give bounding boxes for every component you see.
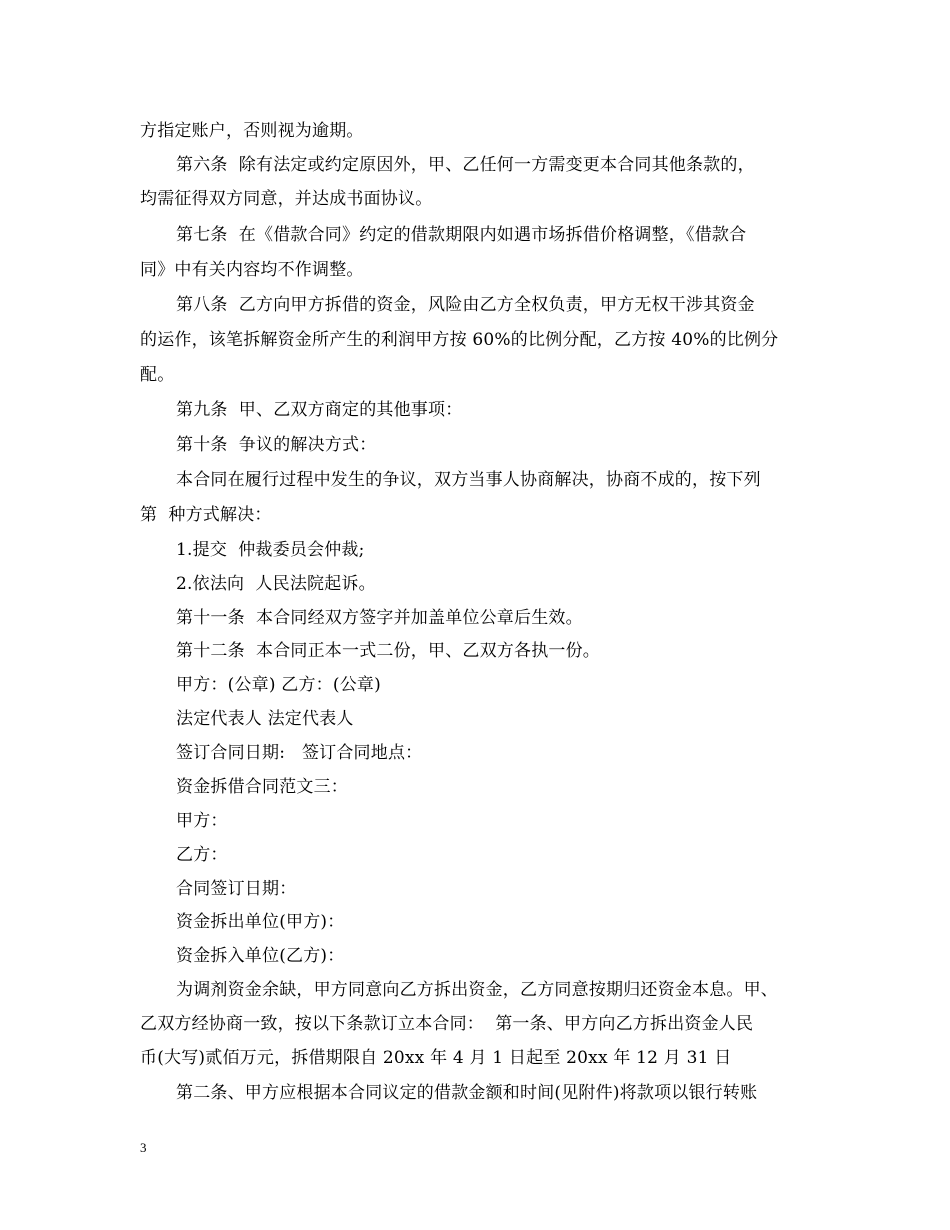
text-line: 第十二条 本合同正本一式二份，甲、乙双方各执一份。: [176, 641, 601, 661]
text-line: 乙方：: [176, 845, 228, 865]
text-line: 资金拆出单位(甲方)：: [176, 912, 345, 932]
text-line: 方指定账户，否则视为逾期。: [140, 121, 364, 141]
text-line: 甲方：: [176, 811, 228, 831]
text-line: 第八条 乙方向甲方拆借的资金，风险由乙方全权负责，甲方无权干涉其资金: [176, 295, 755, 315]
text-line: 均需征得双方同意，并达成书面协议。: [140, 189, 433, 209]
text-line: 第 种方式解决：: [140, 505, 272, 525]
text-line: 同》中有关内容均不作调整。: [140, 260, 364, 280]
text-line: 本合同在履行过程中发生的争议，双方当事人协商解决，协商不成的，按下列: [176, 470, 761, 490]
text-line: 币(大写)贰佰万元，拆借期限自 20xx 年 4 月 1 日起至 20xx 年 12 月 31 日: [140, 1048, 732, 1068]
text-line: 法定代表人 法定代表人: [176, 709, 354, 729]
text-line: 为调剂资金余缺，甲方同意向乙方拆出资金，乙方同意按期归还资金本息。甲、: [176, 980, 778, 1000]
text-line: 2.依法向 人民法院起诉。: [176, 574, 376, 594]
text-line: 第十条 争议的解决方式：: [176, 435, 377, 455]
text-line: 第二条、甲方应根据本合同议定的借款金额和时间(见附件)将款项以银行转账: [176, 1083, 758, 1103]
text-line: 合同签订日期：: [176, 879, 297, 899]
text-line: 第九条 甲、乙双方商定的其他事项：: [176, 400, 463, 420]
text-line: 的运作，该笔拆解资金所产生的利润甲方按 60%的比例分配，乙方按 40%的比例分: [140, 330, 779, 350]
text-line: 配。: [140, 365, 175, 385]
text-line: 资金拆借合同范文三：: [176, 777, 348, 797]
text-line: 第十一条 本合同经双方签字并加盖单位公章后生效。: [176, 608, 583, 628]
text-line: 甲方：(公章) 乙方：(公章): [176, 675, 381, 695]
text-line: 签订合同日期: 签订合同地点：: [176, 743, 423, 763]
text-line: 资金拆入单位(乙方)：: [176, 946, 345, 966]
page-number: 3: [140, 1140, 147, 1155]
text-line: 第七条 在《借款合同》约定的借款期限内如遇市场拆借价格调整，《借款合: [176, 225, 747, 245]
text-line: 乙双方经协商一致，按以下条款订立本合同： 第一条、甲方向乙方拆出资金人民: [140, 1014, 754, 1034]
text-line: 第六条 除有法定或约定原因外，甲、乙任何一方需变更本合同其他条款的，: [176, 155, 755, 175]
text-line: 1.提交 仲裁委员会仲裁;: [176, 540, 365, 560]
